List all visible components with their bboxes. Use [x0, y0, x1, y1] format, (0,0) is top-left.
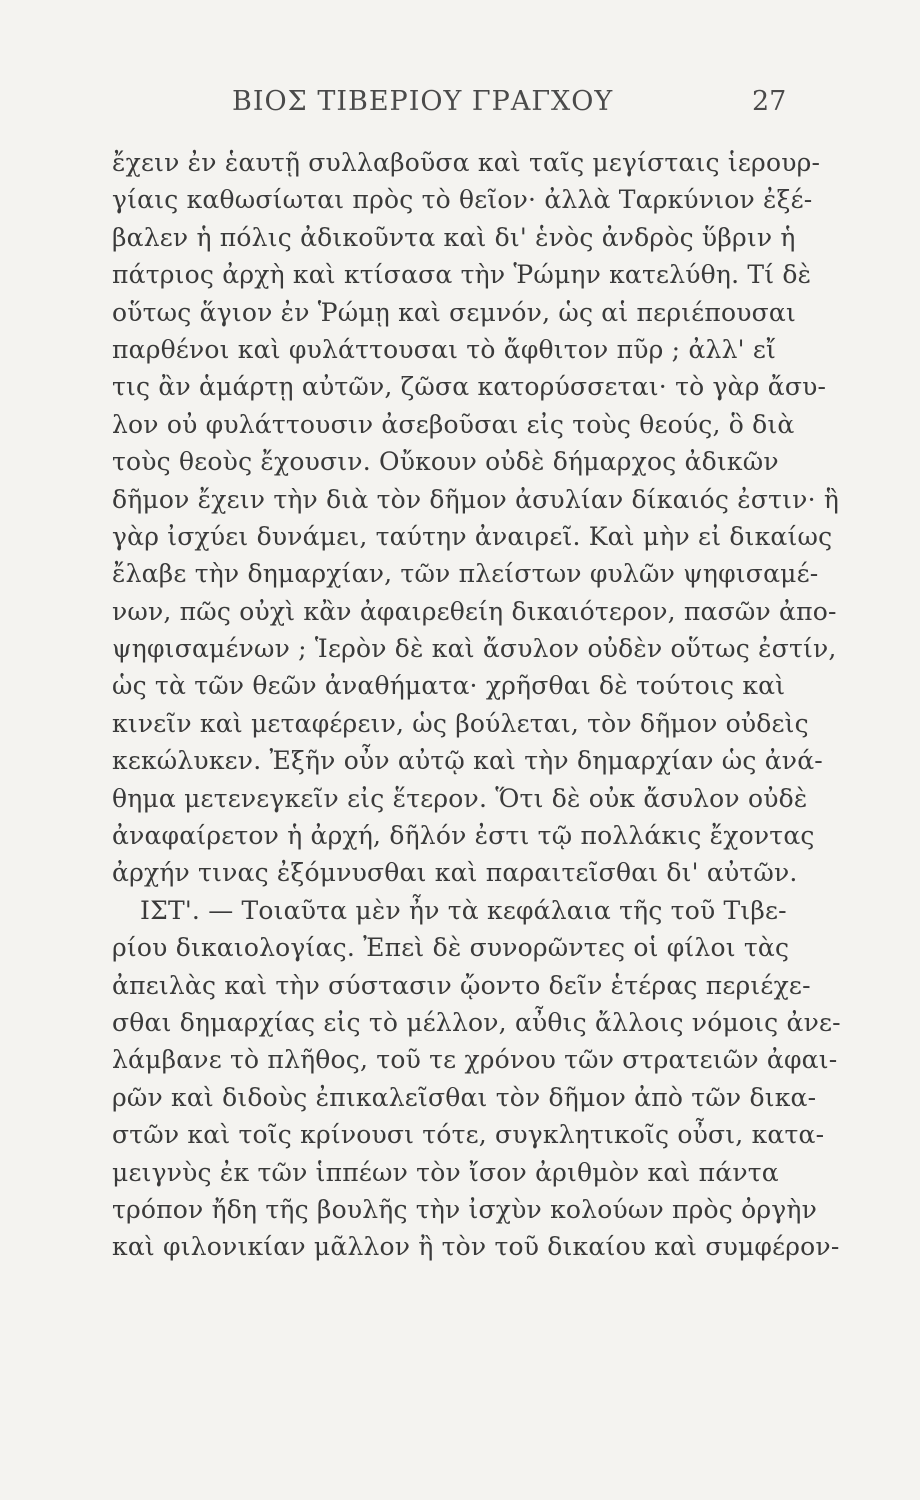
text-line: ρίου δικαιολογίας. Ἐπεὶ δὲ συνορῶντες οἱ φίλοι τὰς [112, 933, 790, 963]
text-line: ρῶν καὶ διδοὺς ἐπικαλεῖσθαι τὸν δῆμον ἀπὸ τῶν δικα- [112, 1082, 817, 1112]
text-line: ἔχειν ἐν ἑαυτῇ συλλαβοῦσα καὶ ταῖς μεγίσταις ἱερουρ- [112, 148, 821, 177]
text-line: λάμβανε τὸ πλῆθος, τοῦ τε χρόνου τῶν στρατειῶν ἀφαι- [112, 1045, 838, 1075]
text-line: λον οὐ φυλάττουσιν ἀσεβοῦσαι εἰς τοὺς θεούς, ὃ διὰ [112, 409, 795, 439]
body-text [112, 144, 841, 1266]
page-number: 27 [752, 86, 787, 117]
text-line: κεκώλυκεν. Ἐξῆν οὖν αὐτῷ καὶ τὴν δημαρχίαν ὡς ἀνά- [112, 746, 823, 776]
text-line: καὶ φιλονικίαν μᾶλλον ἢ τὸν τοῦ δικαίου καὶ συμφέρον- [112, 1232, 840, 1262]
text-line: στῶν καὶ τοῖς κρίνουσι τότε, συγκλητικοῖς οὖσι, κατα- [112, 1120, 825, 1150]
text-line: γίαις καθωσίωται πρὸς τὸ θεῖον· ἀλλὰ Ταρκύνιον ἐξέ- [112, 185, 813, 215]
text-line: ἀπειλὰς καὶ τὴν σύστασιν ᾤοντο δεῖν ἑτέρας περιέχε- [112, 970, 811, 1000]
text-line: νων, πῶς οὐχὶ κἂν ἀφαιρεθείη δικαιότερον, πασῶν ἀπο- [112, 596, 837, 626]
text-line: θημα μετενεγκεῖν εἰς ἕτερον. Ὅτι δὲ οὐκ ἄσυλον οὐδὲ [112, 783, 808, 813]
text-line: ὡς τὰ τῶν θεῶν ἀναθήματα· χρῆσθαι δὲ τούτοις καὶ [112, 671, 786, 701]
text-line: μειγνὺς ἐκ τῶν ἱππέων τὸν ἴσον ἀριθμὸν καὶ πάντα [112, 1157, 779, 1187]
text-line: κινεῖν καὶ μεταφέρειν, ὡς βούλεται, τὸν δῆμον οὐδεὶς [112, 708, 809, 738]
section-heading-line: ΙΣΤ'. — Τοιαῦτα μὲν ἦν τὰ κεφάλαια τῆς τοῦ Τιβε- [140, 895, 787, 925]
running-title: ΒΙΟΣ ΤΙΒΕΡΙΟΥ ΓΡΑΓΧΟΥ [232, 86, 614, 117]
text-line: ἀρχήν τινας ἐξόμνυσθαι καὶ παραιτεῖσθαι δι' αὐτῶν. [112, 858, 798, 888]
text-line: γὰρ ἰσχύει δυνάμει, ταύτην ἀναιρεῖ. Καὶ μὴν εἰ δικαίως [112, 521, 833, 551]
text-line: σθαι δημαρχίας εἰς τὸ μέλλον, αὖθις ἄλλοις νόμοις ἀνε- [112, 1007, 841, 1037]
text-line: ἔλαβε τὴν δημαρχίαν, τῶν πλείστων φυλῶν ψηφισαμέ- [112, 559, 819, 589]
text-line: βαλεν ἡ πόλις ἀδικοῦντα καὶ δι' ἑνὸς ἀνδρὸς ὕβριν ἡ [112, 222, 796, 252]
text-line: δῆμον ἔχειν τὴν διὰ τὸν δῆμον ἀσυλίαν δίκαιός ἐστιν· ἣ [112, 484, 840, 514]
text-line: πάτριος ἀρχὴ καὶ κτίσασα τὴν Ῥώμην κατελύθη. Τί δὲ [112, 260, 812, 290]
running-head [0, 86, 920, 126]
text-line: ἀναφαίρετον ἡ ἀρχή, δῆλόν ἐστι τῷ πολλάκις ἔχοντας [112, 821, 815, 851]
text-line: παρθένοι καὶ φυλάττουσαι τὸ ἄφθιτον πῦρ ; ἀλλ' εἴ [112, 334, 776, 364]
text-line: τις ἂν ἁμάρτῃ αὐτῶν, ζῶσα κατορύσσεται· τὸ γὰρ ἄσυ- [112, 372, 827, 402]
text-line: οὕτως ἅγιον ἐν Ῥώμῃ καὶ σεμνόν, ὡς αἱ περιέπουσαι [112, 297, 796, 327]
text-line: ψηφισαμένων ; Ἱερὸν δὲ καὶ ἄσυλον οὐδὲν οὕτως ἐστίν, [112, 634, 837, 664]
text-line: τρόπον ἤδη τῆς βουλῆς τὴν ἰσχὺν κολούων πρὸς ὀργὴν [112, 1194, 817, 1224]
text-line: τοὺς θεοὺς ἔχουσιν. Οὔκουν οὐδὲ δήμαρχος ἀδικῶν [112, 447, 779, 477]
